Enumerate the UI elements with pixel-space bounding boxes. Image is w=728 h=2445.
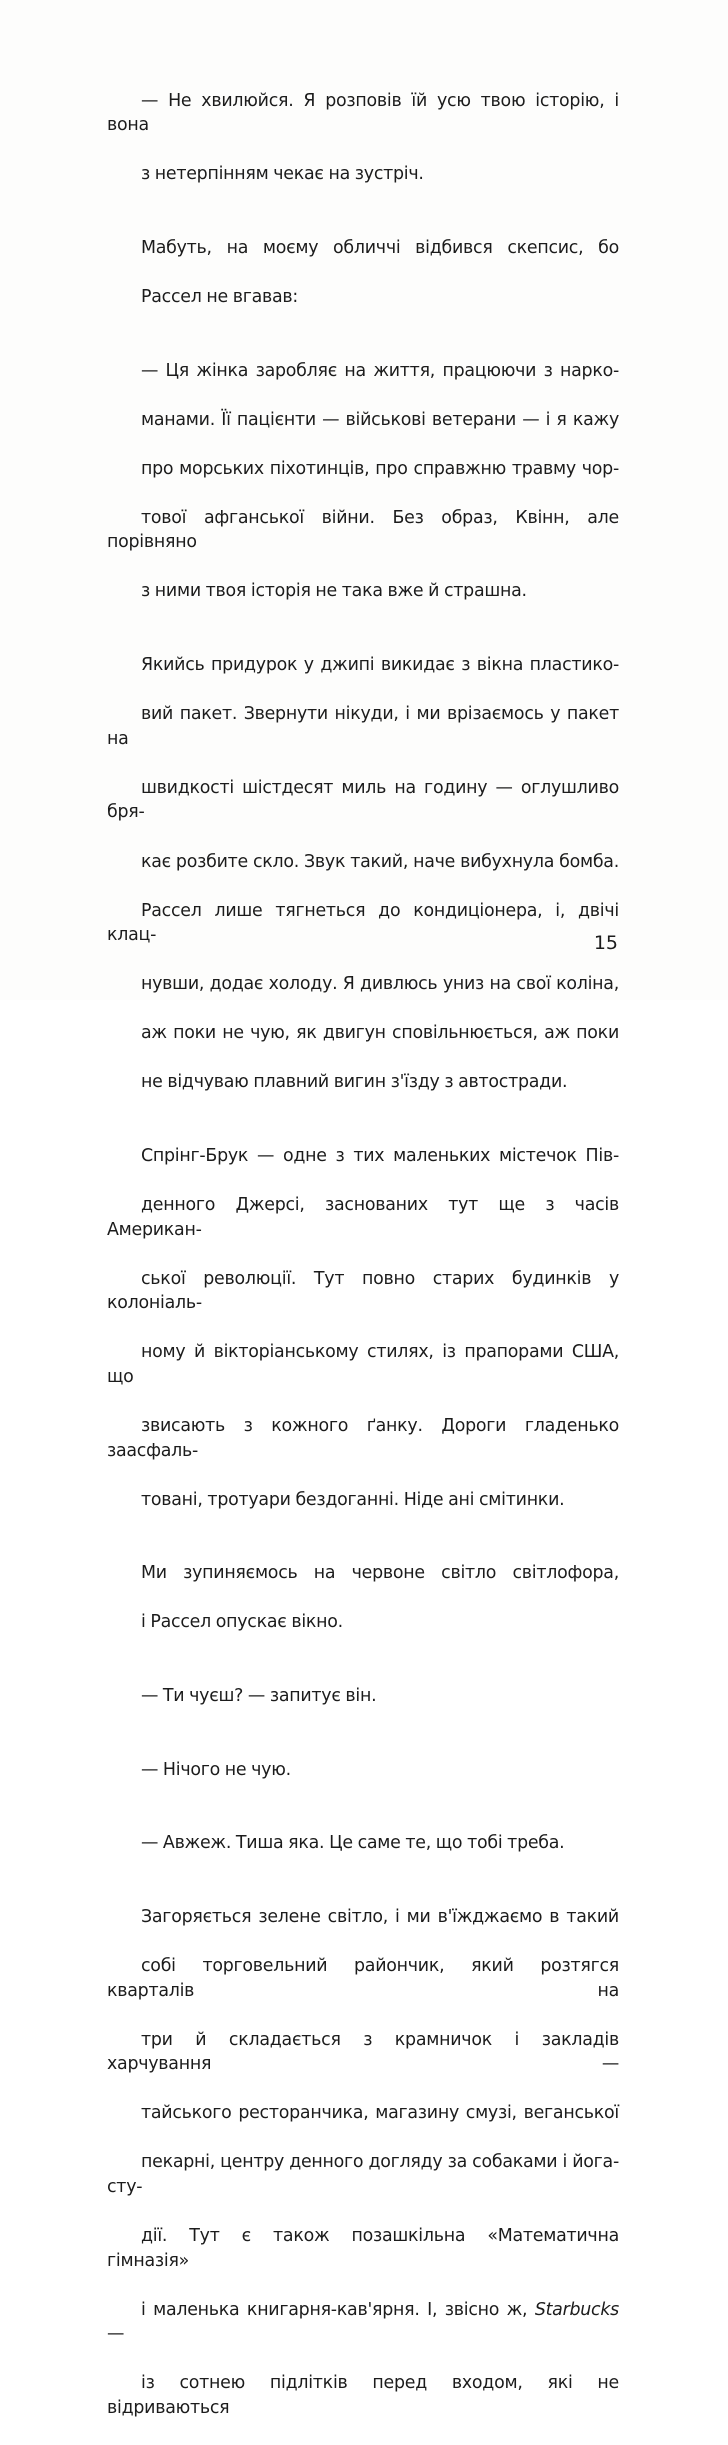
text-line: тової афганської війни. Без образ, Квінн, але порівняно (107, 507, 619, 553)
text-line: Спрінг-Брук — одне з тих маленьких містечок Пів- (141, 1146, 619, 1167)
paragraph-8 (107, 1733, 619, 1807)
text-line: Загоряється зелене світло, і ми в'їжджаємо в такий (141, 1907, 619, 1928)
text-line: — Авжеж. Тиша яка. Це саме те, що тобі треба. (141, 1833, 565, 1854)
text-line: Ми зупиняємось на червоне світло світлофора, (141, 1563, 619, 1584)
body-text (107, 64, 619, 2445)
text-line: дії. Тут є також позашкільна «Математична гімназія» (107, 2226, 619, 2271)
text-line: з нетерпінням чекає на зустріч. (141, 164, 424, 185)
page-number: 15 (593, 932, 618, 954)
text-line: — Ти чуєш? — запитує він. (141, 1686, 377, 1707)
text-line: — Нічого не чую. (141, 1759, 291, 1780)
paragraph-1 (107, 64, 619, 211)
paragraph-3 (107, 334, 619, 629)
paragraph-7 (107, 1660, 619, 1734)
text-line: і Рассел опускає вікно. (141, 1612, 343, 1633)
text-line: ному й вікторіанському стилях, із прапорами США, що (107, 1342, 619, 1387)
text-line: із сотнею підлітків перед входом, які не відриваються (107, 2373, 619, 2418)
text-line: вий пакет. Звернути нікуди, і ми врізаємось у пакет на (107, 704, 619, 749)
text-line: кає розбите скло. Звук такий, наче вибухнула бомба. (141, 851, 619, 872)
text-line: — Ця жінка заробляє на життя, працюючи з нарко- (141, 360, 619, 381)
text-line: собі торговельний райончик, який розтягся кварталів на (107, 1956, 619, 2001)
paragraph-5 (107, 1120, 619, 1537)
paragraph-10 (107, 1880, 619, 2445)
text-line: — Не хвилюйся. Я розповів їй усю твою історію, і вона (107, 90, 619, 136)
paragraph-2 (107, 211, 619, 334)
text-line: звисають з кожного ґанку. Дороги гладенько заасфаль- (107, 1416, 619, 1461)
text-fragment: і маленька книгарня-кав'ярня. І, звісно ж, (141, 2299, 535, 2320)
text-fragment: — (107, 2324, 125, 2345)
text-line: три й складається з крамничок і закладів харчування — (107, 2029, 619, 2075)
text-line: Рассел не вгавав: (141, 286, 299, 307)
text-line: денного Джерсі, заснованих тут ще з часів Американ- (107, 1195, 619, 1240)
text-line: манами. Її пацієнти — військові ветерани — і я кажу (141, 409, 619, 430)
text-line: Мабуть, на моєму обличчі відбився скепсис, бо (141, 237, 619, 258)
text-line: про морських піхотинців, про справжню травму чор- (141, 458, 619, 479)
text-line: Рассел лише тягнеться до кондиціонера, і, двічі клац- (107, 900, 619, 946)
brand-name-starbucks: Starbucks (534, 2299, 619, 2320)
paragraph-6 (107, 1537, 619, 1660)
text-line: нувши, додає холоду. Я дивлюсь униз на свої коліна, (141, 974, 619, 995)
text-line: швидкості шістдесят миль на годину — оглушливо бря- (107, 777, 619, 823)
text-line: пекарні, центру денного догляду за собаками і йога-сту- (107, 2152, 619, 2198)
text-line: Якийсь придурок у джипі викидає з вікна пластико- (141, 655, 619, 676)
text-line: товані, тротуари бездоганні. Ніде ані смітинки. (141, 1489, 565, 1510)
text-line: аж поки не чую, як двигун сповільнюється, аж поки (141, 1023, 619, 1044)
text-line: ської революції. Тут повно старих будинків у колоніаль- (107, 1268, 619, 1314)
paragraph-4 (107, 629, 619, 1120)
paragraph-9 (107, 1807, 619, 1881)
text-line: тайського ресторанчика, магазину смузі, веганської (141, 2103, 619, 2124)
text-line: не відчуваю плавний вигин з'їзду з автостради. (141, 1072, 568, 1093)
text-line-with-brand (107, 2298, 619, 2347)
text-line: з ними твоя історія не така вже й страшна. (141, 581, 527, 602)
